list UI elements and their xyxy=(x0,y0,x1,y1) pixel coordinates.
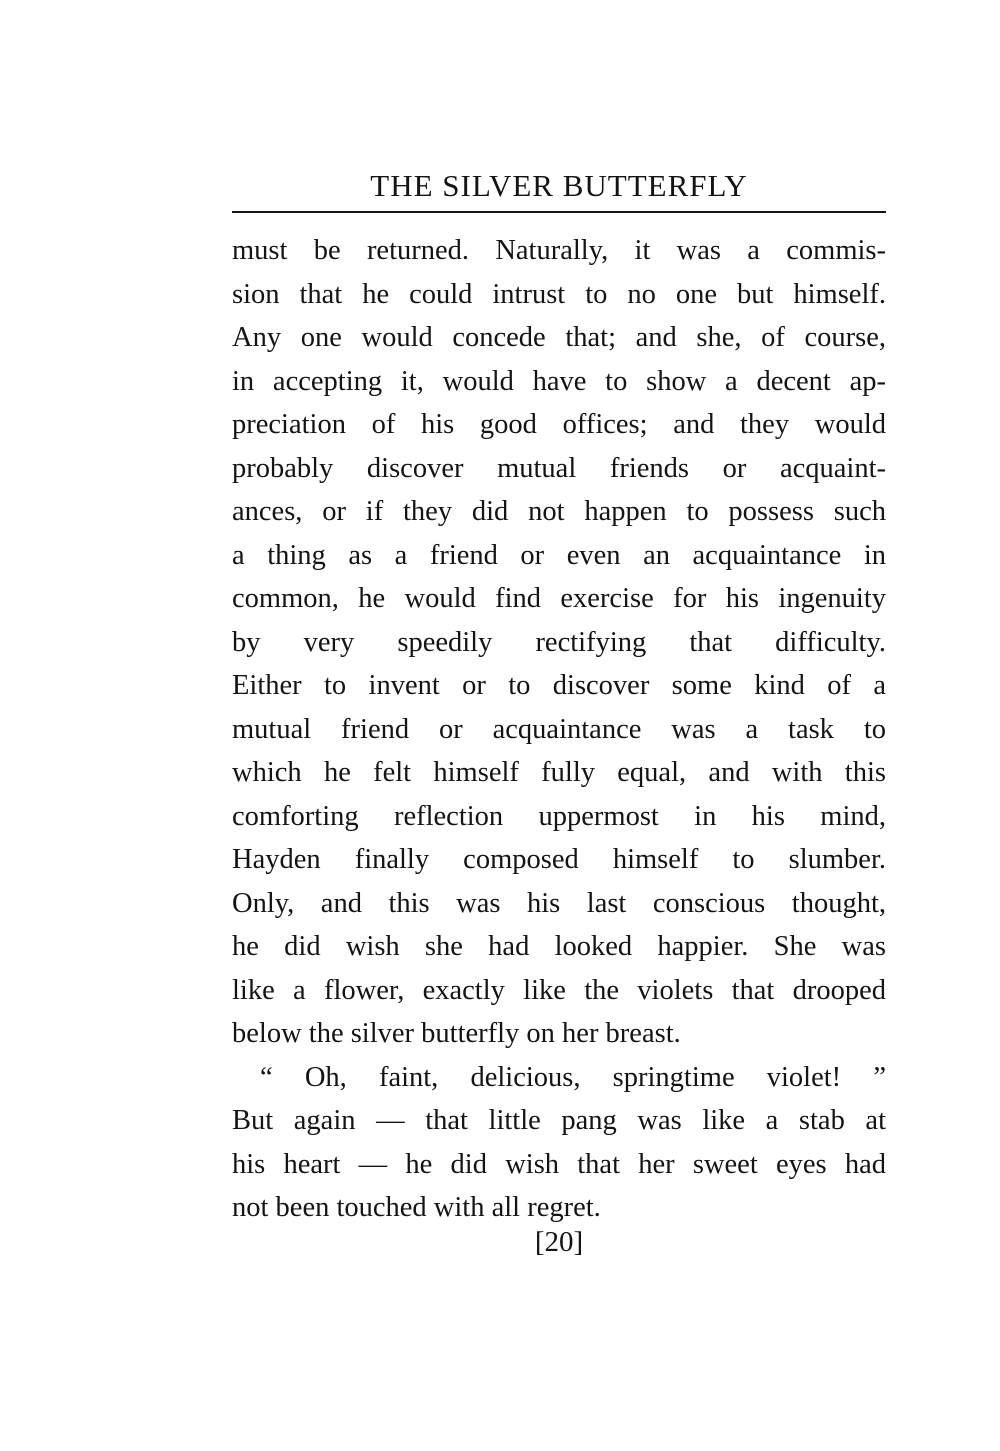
text-line: a thing as a friend or even an acquaintance in xyxy=(232,539,886,571)
text-line: Only, and this was his last conscious thought, xyxy=(232,887,886,919)
text-line: mutual friend or acquaintance was a task to xyxy=(232,713,886,745)
text-line: common, he would find exercise for his ingenuity xyxy=(232,583,886,614)
text-line: preciation of his good offices; and they would xyxy=(232,409,886,440)
text-line: by very speedily rectifying that difficulty. xyxy=(232,626,886,658)
page-number: [20] xyxy=(534,1226,584,1258)
text-line: sion that he could intrust to no one but himself. xyxy=(232,278,886,310)
text-line: Hayden finally composed himself to slumber. xyxy=(232,844,886,875)
text-line: “ Oh, faint, delicious, springtime violet! ” xyxy=(260,1061,886,1093)
text-line: probably discover mutual friends or acquaint- xyxy=(232,452,886,484)
running-title: THE SILVER BUTTERFLY xyxy=(370,168,748,203)
header-rule xyxy=(232,211,886,213)
text-line: which he felt himself fully equal, and with this xyxy=(232,757,886,788)
text-line: his heart — he did wish that her sweet eyes had xyxy=(232,1148,886,1180)
text-line: comforting reflection uppermost in his mind, xyxy=(232,800,886,832)
text-line: But again — that little pang was like a stab at xyxy=(232,1105,886,1136)
text-line: ances, or if they did not happen to possess such xyxy=(232,496,886,527)
text-line: not been touched with all regret. xyxy=(232,1192,601,1223)
text-line: like a flower, exactly like the violets that drooped xyxy=(232,974,886,1006)
text-line: he did wish she had looked happier. She was xyxy=(232,931,886,962)
text-line: below the silver butterfly on her breast. xyxy=(232,1018,681,1049)
text-line: must be returned. Naturally, it was a commis- xyxy=(232,235,886,266)
text-line: in accepting it, would have to show a decent ap- xyxy=(232,365,886,397)
text-line: Any one would concede that; and she, of course, xyxy=(232,322,886,353)
text-line: Either to invent or to discover some kind of a xyxy=(232,670,886,701)
body-text xyxy=(232,229,886,1230)
